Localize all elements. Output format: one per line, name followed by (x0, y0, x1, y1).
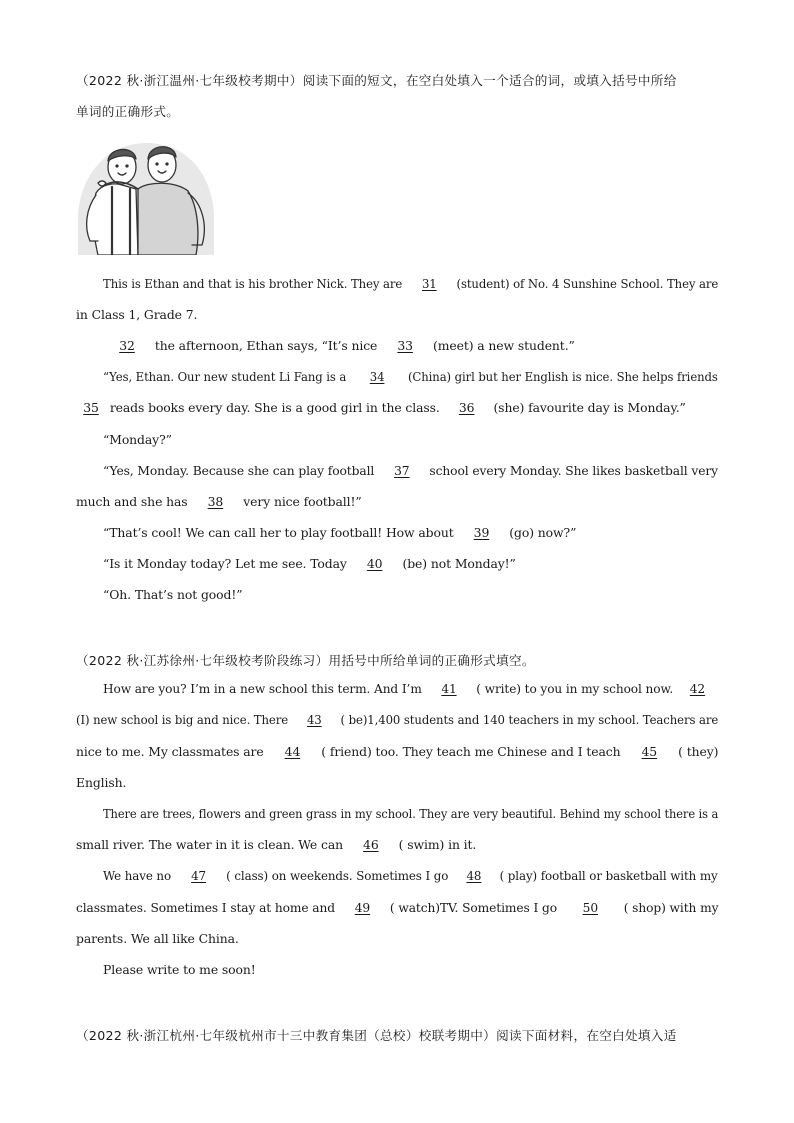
section2-header-line1: （2022 秋·江苏徐州·七年级校考阶段练习）用括号中所给单词的正确形式填空。 (76, 653, 535, 668)
s1-line-3: 32 the afternoon, Ethan says, “It’s nice 33 (meet) a new student.” (103, 338, 575, 353)
s2-line-1: How are you? I’m in a new school this term. And I’m 41 ( write) to you in my school now. 42 (103, 681, 718, 696)
blank-43[interactable]: 43 (306, 712, 322, 727)
blank-49[interactable]: 49 (354, 900, 371, 915)
section1-header-line2: 单词的正确形式。 (76, 104, 180, 119)
s2-line-4: English. (76, 775, 127, 790)
section3-header-line1: （2022 秋·浙江杭州·七年级杭州市十三中教育集团（总校）校联考期中）阅读下面材料，在空白处填入适 (76, 1028, 677, 1043)
s1-line-9: “That’s cool! We can call her to play football! How about 39 (go) now?” (103, 525, 577, 540)
blank-38[interactable]: 38 (207, 494, 224, 509)
s1-line-11: “Oh. That’s not good!” (103, 587, 243, 602)
s1-line-1: This is Ethan and that is his brother Nick. They are 31 (student) of No. 4 Sunshine School. They are (103, 276, 719, 291)
s2-line-10: Please write to me soon! (103, 962, 256, 977)
s2-line-7: We have no 47 ( class) on weekends. Sometimes I go 48 ( play) football or basketball with my (103, 868, 718, 883)
s2-line-9: parents. We all like China. (76, 931, 239, 946)
blank-35[interactable]: 35 (83, 400, 99, 415)
blank-42[interactable]: 42 (689, 681, 706, 696)
blank-50[interactable]: 50 (582, 900, 599, 915)
s1-line-6: “Monday?” (103, 432, 172, 447)
blank-46[interactable]: 46 (363, 837, 379, 852)
blank-44[interactable]: 44 (284, 744, 301, 759)
s2-line-2: (I) new school is big and nice. There 43 ( be)1,400 students and 140 teachers in my school. Teachers are (76, 712, 719, 727)
blank-41[interactable]: 41 (441, 681, 457, 696)
blank-40[interactable]: 40 (366, 556, 383, 571)
s1-line-10: “Is it Monday today? Let me see. Today 40 (be) not Monday!” (103, 556, 516, 571)
blank-47[interactable]: 47 (191, 868, 207, 883)
blank-37[interactable]: 37 (394, 463, 410, 478)
s1-line-8: much and she has 38 very nice football!” (76, 494, 362, 509)
blank-33[interactable]: 33 (397, 338, 413, 353)
s2-line-6: small river. The water in it is clean. We can 46 ( swim) in it. (76, 837, 477, 852)
s1-line-2: in Class 1, Grade 7. (76, 307, 198, 322)
s1-line-7: “Yes, Monday. Because she can play football 37 school every Monday. She likes basketball very (103, 463, 719, 478)
blank-45[interactable]: 45 (641, 744, 658, 759)
s1-line-5: 35 reads books every day. She is a good girl in the class. 36 (she) favourite day is Monday.” (76, 400, 686, 415)
blank-39[interactable]: 39 (473, 525, 490, 540)
blank-48[interactable]: 48 (466, 868, 482, 883)
s2-line-3: nice to me. My classmates are 44 ( friend) too. They teach me Chinese and I teach 45 ( they) (76, 744, 719, 759)
blank-36[interactable]: 36 (458, 400, 475, 415)
blank-34[interactable]: 34 (369, 369, 385, 384)
blank-32[interactable]: 32 (119, 338, 135, 353)
section1-header-line1: （2022 秋·浙江温州·七年级校考期中）阅读下面的短文，在空白处填入一个适合的词，或填入括号中所给 (76, 73, 677, 88)
blank-31[interactable]: 31 (421, 276, 437, 291)
s2-line-5: There are trees, flowers and green grass in my school. They are very beautiful. Behind my school there is a (103, 806, 719, 821)
s2-line-8: classmates. Sometimes I stay at home and 49 ( watch)TV. Sometimes I go 50 ( shop) with my (76, 900, 719, 915)
two-boys-illustration (76, 137, 216, 255)
s1-line-4: “Yes, Ethan. Our new student Li Fang is a 34 (China) girl but her English is nice. She helps friends (103, 369, 718, 384)
